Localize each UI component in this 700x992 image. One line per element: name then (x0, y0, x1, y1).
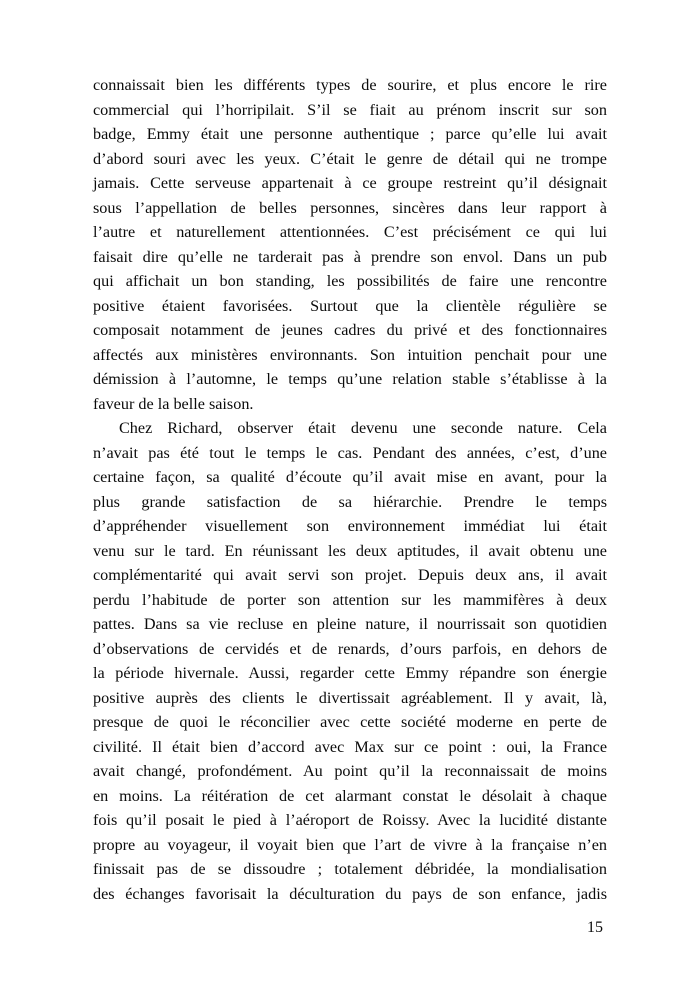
text-line: propre au voyageur, il voyait bien que l’art de vivre à la française n’en (93, 835, 607, 854)
page-number: 15 (587, 919, 603, 936)
text-line: fois qu’il posait le pied à l’aéroport de Roissy. Avec la lucidité distante (93, 811, 607, 829)
text-line: jamais. Cette serveuse appartenait à ce groupe restreint qu’il désignait (93, 174, 607, 192)
text-line: commercial qui l’horripilait. S’il se fiait au prénom inscrit sur son (93, 100, 607, 119)
text-line: des échanges favorisait la déculturation du pays de son enfance, jadis (93, 884, 607, 903)
text-line: plus grande satisfaction de sa hiérarchie. Prendre le temps (93, 492, 607, 511)
text-line: certaine façon, sa qualité d’écoute qu’il avait mise en avant, pour la (93, 468, 607, 486)
text-line: faveur de la belle saison. (93, 394, 254, 413)
text-line: d’abord souri avec les yeux. C’était le genre de détail qui ne trompe (93, 149, 607, 168)
text-line: avait changé, profondément. Au point qu’il la reconnaissait de moins (93, 762, 607, 780)
text-line: venu sur le tard. En réunissant les deux aptitudes, il avait obtenu une (93, 541, 607, 560)
text-line: affectés aux ministères environnants. Son intuition penchait pour une (93, 345, 607, 364)
text-line: civilité. Il était bien d’accord avec Max sur ce point : oui, la France (93, 737, 607, 756)
text-line: complémentarité qui avait servi son projet. Depuis deux ans, il avait (93, 566, 607, 584)
text-line: connaissait bien les différents types de sourire, et plus encore le rire (93, 76, 607, 94)
text-line: en moins. La réitération de cet alarmant constat le désolait à chaque (93, 786, 607, 805)
text-line: faisait dire qu’elle ne tarderait pas à prendre son envol. Dans un pub (93, 247, 607, 266)
text-line: d’appréhender visuellement son environnement immédiat lui était (93, 517, 607, 535)
text-line: positive étaient favorisées. Surtout que la clientèle régulière se (93, 296, 607, 315)
paragraph (93, 73, 607, 416)
text-line: perdu l’habitude de porter son attention sur les mammifères à deux (93, 590, 607, 609)
text-line: pattes. Dans sa vie recluse en pleine nature, il nourrissait son quotidien (93, 615, 607, 633)
text-line: composait notamment de jeunes cadres du privé et des fonctionnaires (93, 321, 607, 339)
text-line: finissait pas de se dissoudre ; totalement débridée, la mondialisation (93, 860, 607, 878)
paragraph (93, 416, 607, 906)
text-line: la période hivernale. Aussi, regarder cette Emmy répandre son énergie (93, 664, 607, 682)
text-line: badge, Emmy était une personne authentique ; parce qu’elle lui avait (93, 125, 607, 143)
text-line: sous l’appellation de belles personnes, sincères dans leur rapport à (93, 198, 607, 217)
text-line: qui affichait un bon standing, les possibilités de faire une rencontre (93, 272, 607, 290)
text-line: Chez Richard, observer était devenu une seconde nature. Cela (119, 419, 607, 437)
text-line: positive auprès des clients le divertissait agréablement. Il y avait, là, (93, 688, 607, 707)
text-line: démission à l’automne, le temps qu’une relation stable s’établisse à la (93, 370, 607, 388)
text-line: presque de quoi le réconcilier avec cette société moderne en perte de (93, 713, 607, 731)
text-line: d’observations de cervidés et de renards, d’ours parfois, en dehors de (93, 639, 607, 658)
text-line: l’autre et naturellement attentionnées. C’est précisément ce qui lui (93, 223, 607, 241)
page-text (93, 73, 607, 906)
text-line: n’avait pas été tout le temps le cas. Pendant des années, c’est, d’une (93, 443, 607, 462)
